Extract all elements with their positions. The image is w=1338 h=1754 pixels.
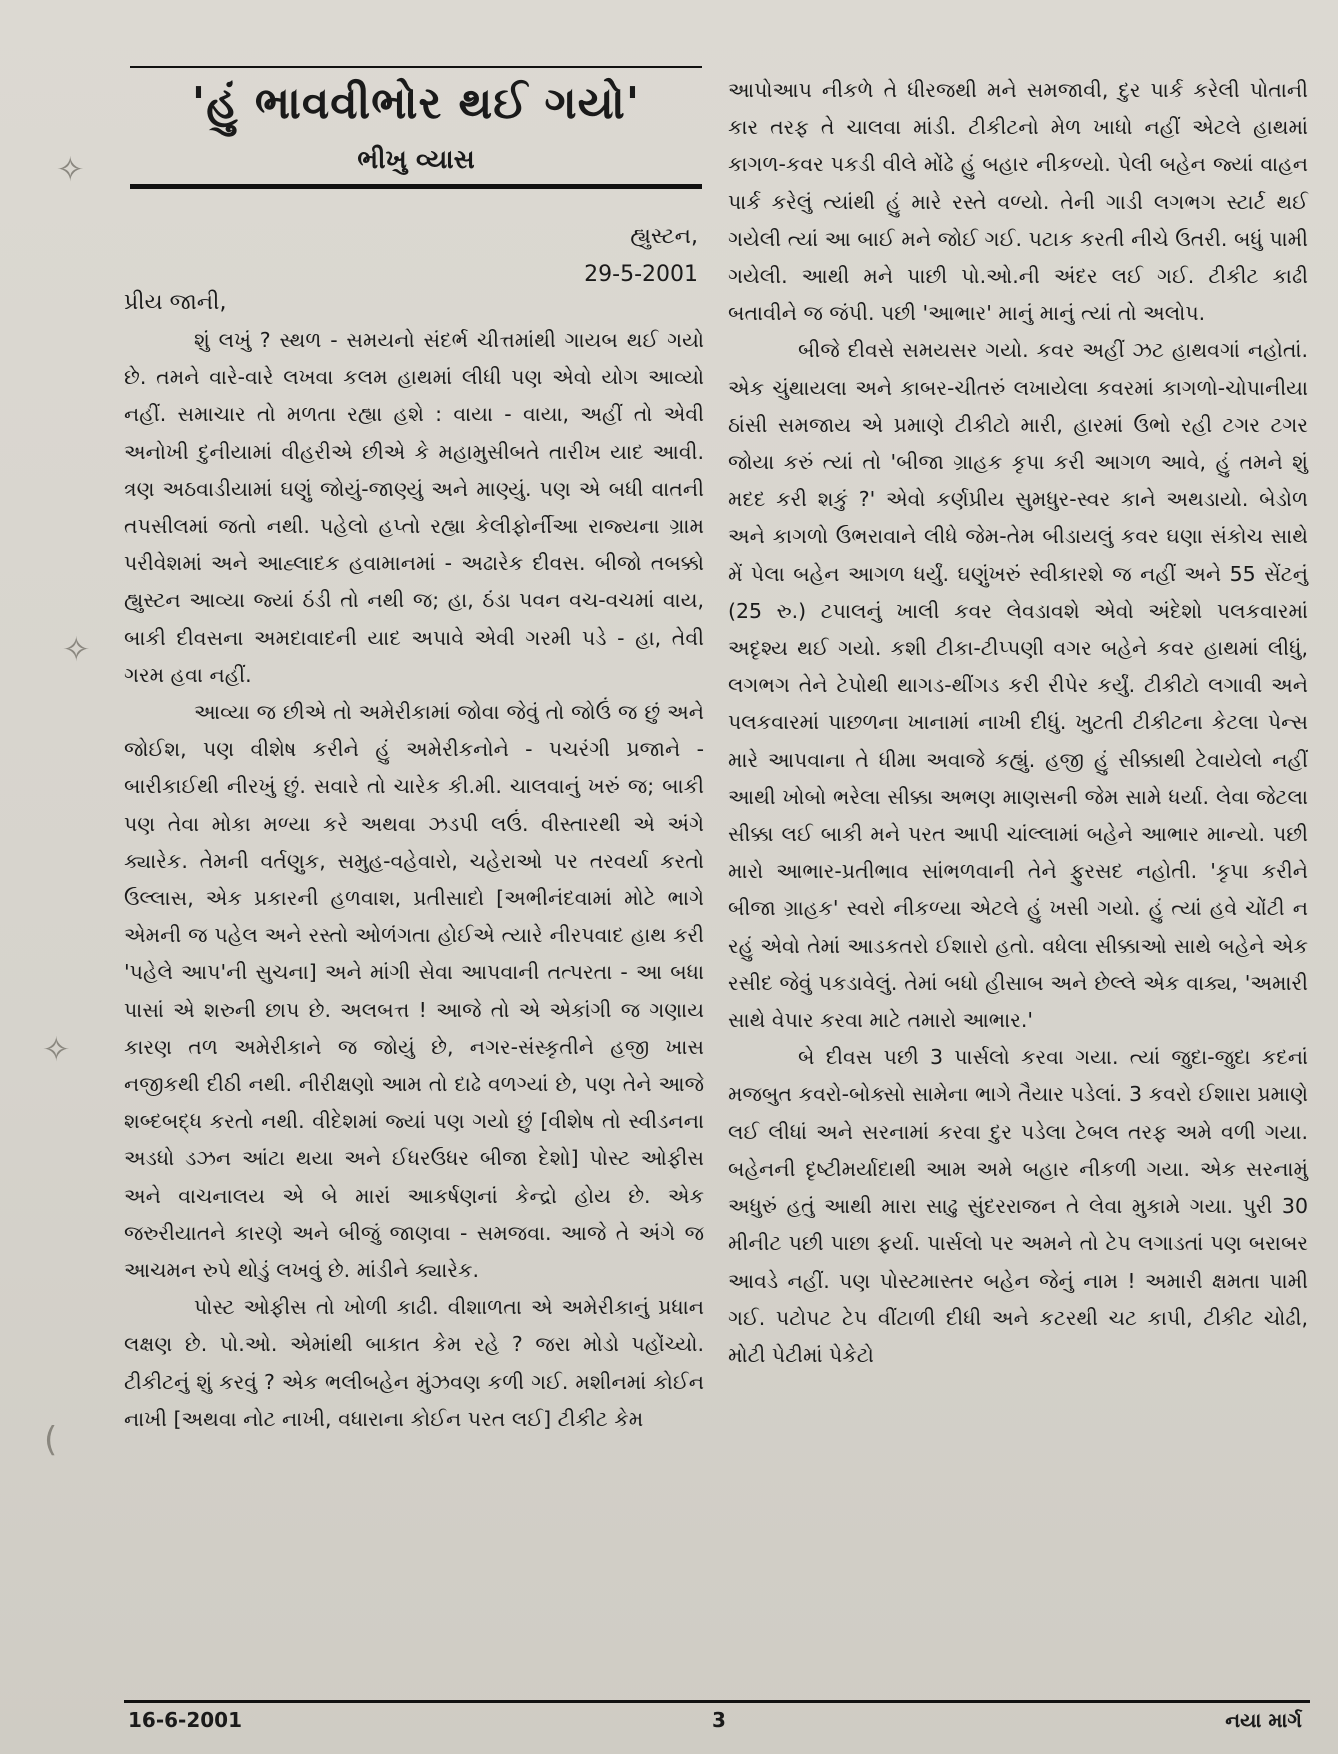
- paragraph: બે દીવસ પછી 3 પાર્સલો કરવા ગયા. ત્યાં જુદા-જુદા કદનાં મજબુત કવરો-બોક્સો સામેના ભાગે તૈયાર પડેલાં. 3 કવરો ઈશારા પ્રમાણે લઈ લીધાં અને સરનામાં કરવા દુર પડેલા ટેબલ તરફ અમે વળી ગયા. બહેનની દૃષ્ટીમર્યાદાથી આમ અમે બહાર નીકળી ગયા. એક સરનામું અધુરું હતું આથી મારા સાઢુ સુંદરરાજન તે લેવા મુકામે ગયા. પુરી 30 મીનીટ પછી પાછા ફર્યા. પાર્સલો પર અમને તો ટેપ લગાડતાં પણ બરાબર આવડે નહીં. પણ પોસ્ટમાસ્તર બહેન જેનું નામ ! અમારી ક્ષમતા પામી ગઈ. પટોપટ ટેપ વીંટાળી દીધી અને કટરથી ચટ કાપી, ટીકીટ ચોઢી, મોટી પેટીમાં પેકેટો: [728, 1045, 1308, 1367]
- paper-crease-mark: ✧: [62, 630, 91, 670]
- left-column: [124, 322, 704, 1438]
- title-bottom-rule: [130, 184, 702, 189]
- paper-crease-mark: (: [44, 1420, 58, 1460]
- footer-date: 16-6-2001: [128, 1708, 243, 1732]
- footer-rule: [124, 1700, 1310, 1703]
- letter-place: હ્યુસ્ટન,: [630, 224, 698, 249]
- paragraph: પોસ્ટ ઓફીસ તો ખોળી કાઢી. વીશાળતા એ અમેરીકાનું પ્રધાન લક્ષણ છે. પો.ઓ. એમાંથી બાકાત કેમ રહે ? જરા મોડો પહોંચ્યો. ટીકીટનું શું કરવું ? એક ભલીબહેન મુંઝવણ કળી ગઈ. મશીનમાં કોઈન નાખી [અથવા નોટ નાખી, વધારાના કોઈન પરત લઈ] ટીકીટ કેમ: [124, 1295, 704, 1431]
- letter-dateline: [584, 218, 698, 294]
- paragraph: બીજે દીવસે સમયસર ગયો. કવર અહીં ઝટ હાથવગાં નહોતાં. એક ચુંથાયલા અને કાબર-ચીતરું લખાયેલા કવરમાં કાગળો-ચોપાનીયા ઠાંસી સમજાય એ પ્રમાણે ટીકીટો મારી, હારમાં ઉભો રહી ટગર ટગર જોયા કરું ત્યાં તો 'બીજા ગ્રાહક કૃપા કરી આગળ આવે, હું તમને શું મદદ કરી શકું ?' એવો કર્ણપ્રીય સુમધુર-સ્વર કાને અથડાયો. બેડોળ અને કાગળો ઉભરાવાને લીધે જેમ-તેમ બીડાયલું કવર ઘણા સંકોચ સાથે મેં પેલા બહેન આગળ ધર્યું. ઘણુંખરું સ્વીકારશે જ નહીં અને 55 સેંટનું (25 રુ.) ટપાલનું ખાલી કવર લેવડાવશે એવો અંદેશો પલકવારમાં અદૃશ્ય થઈ ગયો. કશી ટીકા-ટીપ્પણી વગર બહેને કવર હાથમાં લીધું, લગભગ તેને ટેપોથી થાગડ-થીંગડ કરી રીપેર કર્યું. ટીકીટો લગાવી અને પલકવારમાં પાછળના ખાનામાં નાખી દીધું. ખુટતી ટીકીટના કેટલા પેન્સ મારે આપવાના તે ધીમા અવાજે કહ્યું. હજી હું સીક્કાથી ટેવાયેલો નહીં આથી ખોબો ભરેલા સીક્કા અભણ માણસની જેમ સામે ધર્યા. લેવા જેટલા સીક્કા લઈ બાકી મને પરત આપી ચાંલ્લામાં બહેને આભાર માન્યો. પછી મારો આભાર-પ્રતીભાવ સાંભળવાની તેને ફુરસદ નહોતી. 'કૃપા કરીને બીજા ગ્રાહક' સ્વરો નીકળ્યા એટલે હું ખસી ગયો. હું ત્યાં હવે ચોંટી ન રહું એવો તેમાં આડકતરો ઈશારો હતો. વધેલા સીક્કાઓ સાથે બહેને એક રસીદ જેવું પકડાવેલું. તેમાં બધો હીસાબ અને છેલ્લે એક વાક્ય, 'અમારી સાથે વેપાર કરવા માટે તમારો આભાર.': [728, 338, 1308, 1033]
- letter-date: 29-5-2001: [584, 262, 698, 287]
- paragraph: આપોઆપ નીકળે તે ધીરજથી મને સમજાવી, દુર પાર્ક કરેલી પોતાની કાર તરફ તે ચાલવા માંડી. ટીકીટનો મેળ ખાધો નહીં એટલે હાથમાં કાગળ-કવર પકડી વીલે મોંઢે હું બહાર નીકળ્યો. પેલી બહેન જ્યાં વાહન પાર્ક કરેલું ત્યાંથી હું મારે રસ્તે વળ્યો. તેની ગાડી લગભગ સ્ટાર્ટ થઈ ગયેલી ત્યાં આ બાઈ મને જોઈ ગઈ. પટાક કરતી નીચે ઉતરી. બધું પામી ગયેલી. આથી મને પાછી પો.ઓ.ની અંદર લઈ ગઈ. ટીકીટ કાઢી બતાવીને જ જંપી. પછી 'આભાર' માનું માનું ત્યાં તો અલોપ.: [728, 78, 1308, 326]
- paragraph: શું લખું ? સ્થળ - સમયનો સંદર્ભ ચીત્તમાંથી ગાયબ થઈ ગયો છે. તમને વારે-વારે લખવા કલમ હાથમાં લીધી પણ એવો યોગ આવ્યો નહીં. સમાચાર તો મળતા રહ્યા હશે : વાયા - વાયા, અહીં તો એવી અનોખી દુનીયામાં વીહરીએ છીએ કે મહામુસીબતે તારીખ યાદ આવી. ત્રણ અઠવાડીયામાં ઘણું જોયું-જાણ્યું અને માણ્યું. પણ એ બધી વાતની તપસીલમાં જતો નથી. પહેલો હપ્તો રહ્યા કેલીફોર્નીઆ રાજ્યના ગ્રામ પરીવેશમાં અને આહ્લાદક હવામાનમાં - અઢારેક દીવસ. બીજો તબક્કો હ્યુસ્ટન આવ્યા જ્યાં ઠંડી તો નથી જ; હા, ઠંડા પવન વચ-વચમાં વાય, બાકી દીવસના અમદાવાદની યાદ અપાવે એવી ગરમી પડે - હા, તેવી ગરમ હવા નહીં.: [124, 328, 704, 687]
- paragraph: આવ્યા જ છીએ તો અમેરીકામાં જોવા જેવું તો જોઉં જ છું અને જોઈશ, પણ વીશેષ કરીને હું અમેરીકનોને - પચરંગી પ્રજાને - બારીકાઈથી નીરખું છું. સવારે તો ચારેક કી.મી. ચાલવાનું ખરું જ; બાકી પણ તેવા મોકા મળ્યા કરે અથવા ઝડપી લઉં. વીસ્તારથી એ અંગે ક્યારેક. તેમની વર્તણુક, સમુહ-વહેવારો, ચહેરાઓ પર તરવર્યા કરતો ઉલ્લાસ, એક પ્રકારની હળવાશ, પ્રતીસાદો [અભીનંદવામાં મોટે ભાગે એમની જ પહેલ અને રસ્તો ઓળંગતા હોઈએ ત્યારે નીરપવાદ હાથ કરી 'પહેલે આપ'ની સુચના] અને માંગી સેવા આપવાની તત્પરતા - આ બધા પાસાં એ શરુની છાપ છે. અલબત્ત ! આજે તો એ એકાંગી જ ગણાય કારણ તળ અમેરીકાને જ જોયું છે, નગર-સંસ્કૃતીને હજી ખાસ નજીકથી દીઠી નથી. નીરીક્ષણો આમ તો દાઢે વળગ્યાં છે, પણ તેને આજે શબ્દબદ્ધ કરતો નથી. વીદેશમાં જ્યાં પણ ગયો છું [વીશેષ તો સ્વીડનના અડધો ડઝન આંટા થયા અને ઈધરઉધર બીજા દેશો] પોસ્ટ ઓફીસ અને વાચનાલય એ બે મારાં આકર્ષણનાં કેન્દ્રો હોય છે. એક જરુરીયાતને કારણે અને બીજું જાણવા - સમજવા. આજે તે અંગે જ આચમન રુપે થોડું લખવું છે. માંડીને ક્યારેક.: [124, 700, 704, 1283]
- page-number: 3: [712, 1708, 726, 1732]
- article-title: 'હું ભાવવીભોર થઈ ગયો': [191, 78, 641, 129]
- salutation: પ્રીય જાની,: [124, 290, 227, 315]
- paper-crease-mark: ✧: [42, 1030, 71, 1070]
- paper-crease-mark: ✧: [56, 150, 85, 190]
- author-name: ભીખુ વ્યાસ: [357, 145, 475, 175]
- title-top-rule: [130, 66, 702, 68]
- right-column: [728, 72, 1308, 1374]
- magazine-name: નયા માર્ગ: [1225, 1708, 1302, 1732]
